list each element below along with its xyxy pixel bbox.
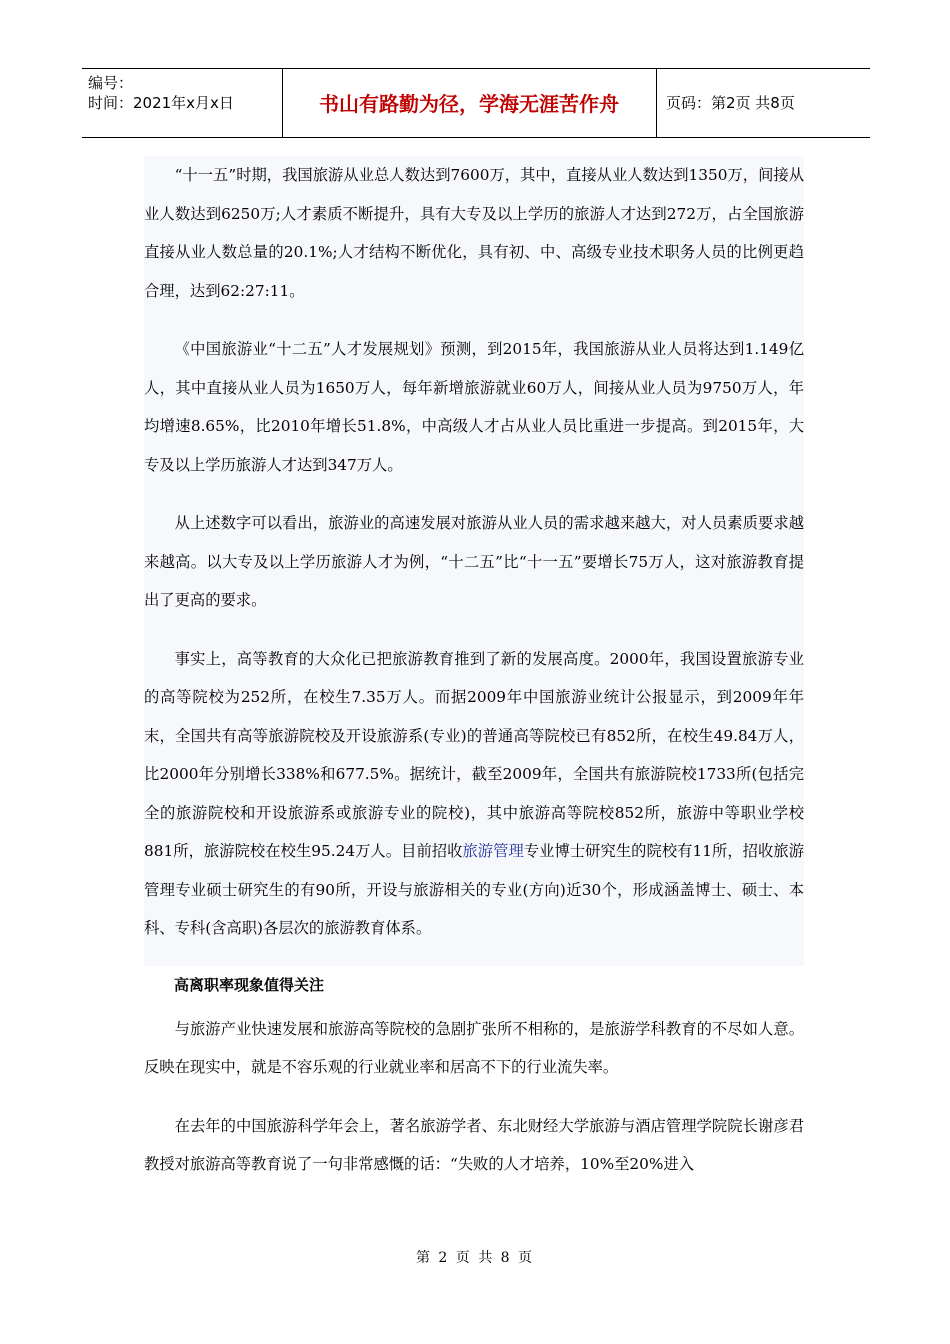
paragraph: [144, 640, 804, 948]
date-label: 时间：2021年x月x日: [88, 94, 234, 112]
document-body: [144, 156, 804, 1184]
page-header: [82, 68, 870, 138]
paragraph: 与旅游产业快速发展和旅游高等院校的急剧扩张所不相称的，是旅游学科教育的不尽如人意。反映在现实中，就是不容乐观的行业就业率和居高不下的行业流失率。: [144, 1019, 804, 1076]
paragraph-text: 事实上，高等教育的大众化已把旅游教育推到了新的发展高度。2000年，我国设置旅游专业的高等院校为252所，在校生7.35万人。而据2009年中国旅游业统计公报显示，到2009年年末，全国共有高等旅游院校及开设旅游系(专业)的普通高等院校已有852所，在校生49.84万人，比2000年分别增长338%和677.5%。据统计，截至2009年，全国共有旅游院校1733所(包括完全的旅游院校和开设旅游系或旅游专业的院校)，其中旅游高等院校852所，旅游中等职业学校881所，旅游院校在校生95.24万人。目前招收: [144, 649, 804, 860]
section-heading: 高离职率现象值得关注: [174, 975, 325, 994]
paragraph: “十一五”时期，我国旅游从业总人数达到7600万，其中，直接从业人数达到1350万，间接从业人数达到6250万;人才素质不断提升，具有大专及以上学历的旅游人才达到272万，占全国旅游直接从业人数总量的20.1%;人才结构不断优化，具有初、中、高级专业技术职务人员的比例更趋合理，达到62:27:11。: [144, 166, 804, 300]
header-divider: [656, 69, 657, 137]
paragraph: 在去年的中国旅游科学年会上，著名旅游学者、东北财经大学旅游与酒店管理学院院长谢彦君教授对旅游高等教育说了一句非常感慨的话：“失败的人才培养，10%至20%进入: [144, 1116, 804, 1173]
header-motto: 书山有路勤为径，学海无涯苦作舟: [319, 92, 619, 116]
serial-label: 编号：: [88, 74, 134, 92]
link-tourism-management[interactable]: 旅游管理: [462, 842, 524, 860]
paragraph: 从上述数字可以看出，旅游业的高速发展对旅游从业人员的需求越来越大，对人员素质要求越来越高。以大专及以上学历旅游人才为例，“十二五”比“十一五”要增长75万人，这对旅游教育提出了更高的要求。: [144, 514, 804, 609]
unshaded-section: [0, 966, 870, 1184]
paragraph-text: 专业博士研究生的院校有11所，招收旅游管理专业硕士研究生的有90所，开设与旅游相关的专业(方向)近30个，形成涵盖博士、硕士、本科、专科(含高职)各层次的旅游教育体系。: [144, 842, 804, 937]
paragraph: 《中国旅游业“十二五”人才发展规划》预测，到2015年，我国旅游从业人员将达到1.149亿人，其中直接从业人员为1650万人，每年新增旅游就业60万人，间接从业人员为9750万人，年均增速8.65%，比2010年增长51.8%，中高级人才占从业人员比重进一步提高。到2015年，大专及以上学历旅游人才达到347万人。: [144, 340, 804, 474]
header-page-info: 页码：第2页 共8页: [666, 94, 795, 112]
header-meta: [88, 69, 284, 137]
page-footer: 第 2 页 共 8 页: [415, 1250, 535, 1266]
